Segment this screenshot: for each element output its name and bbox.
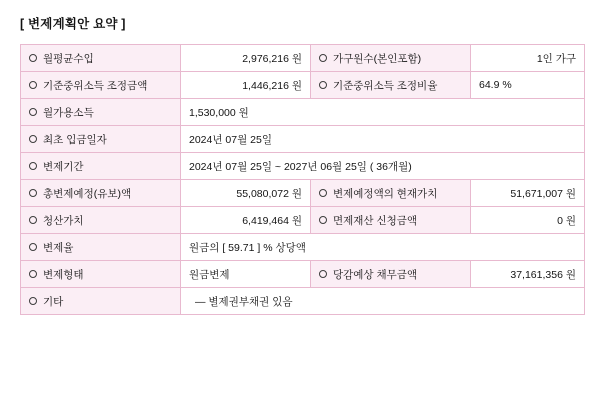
row-value-liquidation-value: 6,419,464 원	[181, 207, 311, 234]
row-value-median-income-adjust-ratio: 64.9 %	[471, 72, 585, 99]
bullet-circle-icon	[29, 270, 37, 278]
page-title: [ 변제계획안 요약 ]	[20, 17, 126, 31]
bullet-circle-icon	[319, 189, 327, 197]
row-value-exempt-property-request: 0 원	[471, 207, 585, 234]
bullet-circle-icon	[29, 297, 37, 305]
bullet-circle-icon	[29, 54, 37, 62]
table-row	[21, 99, 585, 126]
row-label-monthly-income: 월평균수입	[21, 45, 181, 72]
row-label-monthly-disposable-income: 월가용소득	[21, 99, 181, 126]
row-label-repayment-period: 변제기간	[21, 153, 181, 180]
row-label-expected-discharge-amount: 당감예상 채무금액	[311, 261, 471, 288]
table-row	[21, 180, 585, 207]
table-row	[21, 45, 585, 72]
bullet-circle-icon	[29, 162, 37, 170]
bullet-circle-icon	[319, 216, 327, 224]
table-row	[21, 261, 585, 288]
row-value-expected-discharge-amount: 37,161,356 원	[471, 261, 585, 288]
row-value-repayment-rate: 원금의 [ 59.71 ] % 상당액	[181, 234, 585, 261]
row-label-liquidation-value: 청산가치	[21, 207, 181, 234]
repayment-plan-summary-table	[20, 44, 585, 315]
row-value-monthly-income: 2,976,216 원	[181, 45, 311, 72]
table-row	[21, 234, 585, 261]
row-label-repayment-type: 변제형태	[21, 261, 181, 288]
row-label-repayment-rate: 변제율	[21, 234, 181, 261]
row-value-first-payment-date: 2024년 07월 25일	[181, 126, 585, 153]
row-value-total-planned-repayment: 55,080,072 원	[181, 180, 311, 207]
table-row	[21, 207, 585, 234]
bullet-circle-icon	[319, 270, 327, 278]
table-row	[21, 72, 585, 99]
table-row	[21, 126, 585, 153]
bullet-circle-icon	[29, 189, 37, 197]
row-label-median-income-adjust-amount: 기준중위소득 조정금액	[21, 72, 181, 99]
bullet-circle-icon	[29, 108, 37, 116]
row-value-repayment-period: 2024년 07월 25일 ~ 2027년 06월 25일 ( 36개월)	[181, 153, 585, 180]
bullet-circle-icon	[29, 135, 37, 143]
table-row	[21, 288, 585, 315]
row-value-household-size: 1인 가구	[471, 45, 585, 72]
bullet-circle-icon	[29, 81, 37, 89]
row-label-first-payment-date: 최초 입금일자	[21, 126, 181, 153]
row-label-median-income-adjust-ratio: 기준중위소득 조정비율	[311, 72, 471, 99]
row-value-present-value-of-repayment: 51,671,007 원	[471, 180, 585, 207]
row-label-exempt-property-request: 면제재산 신청금액	[311, 207, 471, 234]
row-label-etc: 기타	[21, 288, 181, 315]
table-row	[21, 153, 585, 180]
row-label-household-size: 가구원수(본인포함)	[311, 45, 471, 72]
bullet-circle-icon	[319, 81, 327, 89]
row-label-total-planned-repayment: 총변제예정(유보)액	[21, 180, 181, 207]
bullet-circle-icon	[29, 216, 37, 224]
row-value-repayment-type: 원금변제	[181, 261, 311, 288]
row-label-present-value-of-repayment: 변제예정액의 현재가치	[311, 180, 471, 207]
row-value-median-income-adjust-amount: 1,446,216 원	[181, 72, 311, 99]
bullet-circle-icon	[319, 54, 327, 62]
row-value-etc: ― 별제권부채권 있음	[181, 288, 585, 315]
bullet-circle-icon	[29, 243, 37, 251]
row-value-monthly-disposable-income: 1,530,000 원	[181, 99, 585, 126]
